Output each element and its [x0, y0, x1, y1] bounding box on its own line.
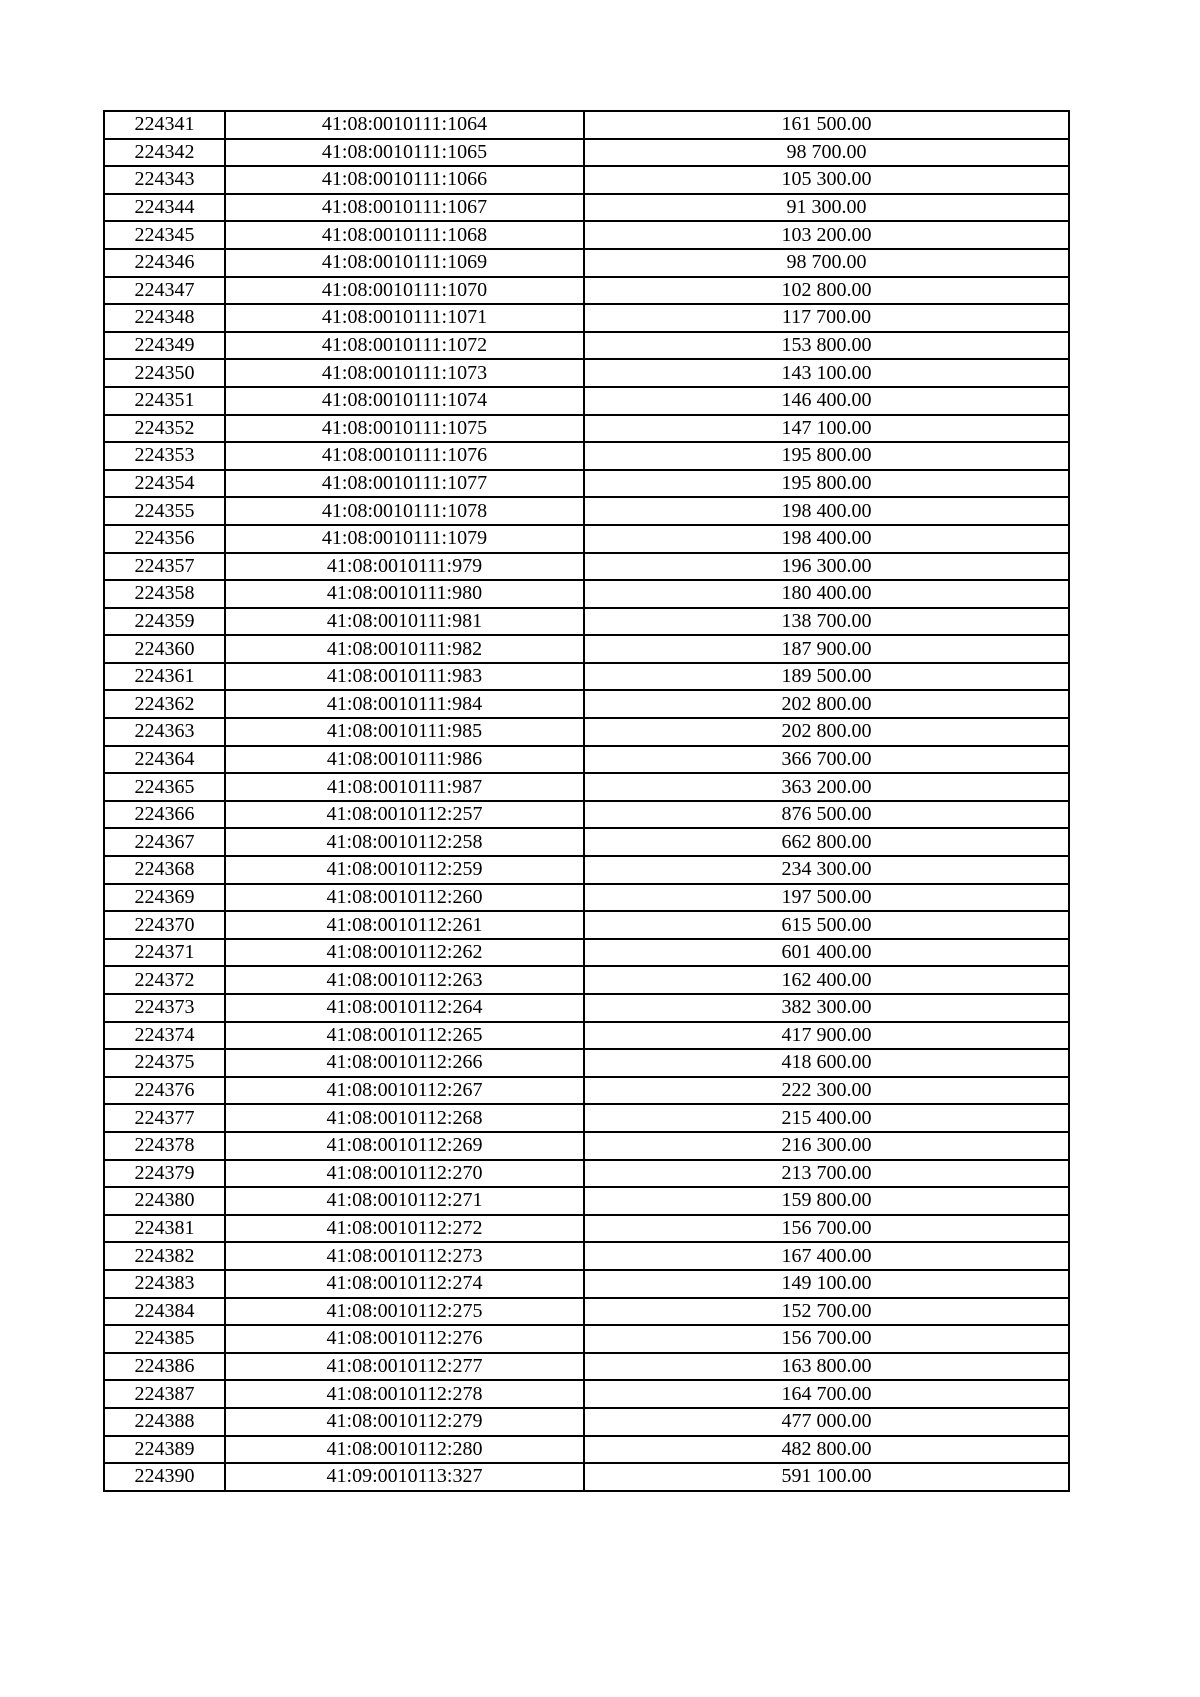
table-row: [104, 718, 1069, 746]
table-row: [104, 1463, 1069, 1491]
table-row: [104, 828, 1069, 856]
table-row: [104, 608, 1069, 636]
row-number-cell: 224384: [104, 1298, 225, 1326]
value-cell: 105 300.00: [584, 166, 1069, 194]
table-row: [104, 332, 1069, 360]
cadastral-number-cell: 41:08:0010111:986: [225, 746, 584, 774]
table-row: [104, 525, 1069, 553]
cadastral-number-cell: 41:08:0010112:273: [225, 1242, 584, 1270]
table-body: [104, 111, 1069, 1491]
table-row: [104, 194, 1069, 222]
value-cell: 180 400.00: [584, 580, 1069, 608]
row-number-cell: 224387: [104, 1380, 225, 1408]
value-cell: 102 800.00: [584, 277, 1069, 305]
cadastral-number-cell: 41:08:0010112:268: [225, 1104, 584, 1132]
row-number-cell: 224366: [104, 801, 225, 829]
cadastral-number-cell: 41:08:0010111:987: [225, 773, 584, 801]
cadastral-number-cell: 41:08:0010111:1068: [225, 221, 584, 249]
row-number-cell: 224370: [104, 911, 225, 939]
cadastral-number-cell: 41:08:0010111:985: [225, 718, 584, 746]
table-row: [104, 1380, 1069, 1408]
table-row: [104, 1077, 1069, 1105]
table-row: [104, 1160, 1069, 1188]
table-row: [104, 635, 1069, 663]
row-number-cell: 224345: [104, 221, 225, 249]
row-number-cell: 224342: [104, 139, 225, 167]
table-row: [104, 470, 1069, 498]
value-cell: 161 500.00: [584, 111, 1069, 139]
row-number-cell: 224365: [104, 773, 225, 801]
cadastral-number-cell: 41:08:0010112:278: [225, 1380, 584, 1408]
cadastral-value-table: [103, 110, 1070, 1492]
table-row: [104, 663, 1069, 691]
table-row: [104, 966, 1069, 994]
value-cell: 216 300.00: [584, 1132, 1069, 1160]
table-row: [104, 277, 1069, 305]
cadastral-number-cell: 41:08:0010112:260: [225, 884, 584, 912]
row-number-cell: 224351: [104, 387, 225, 415]
cadastral-number-cell: 41:08:0010111:1065: [225, 139, 584, 167]
value-cell: 117 700.00: [584, 304, 1069, 332]
value-cell: 146 400.00: [584, 387, 1069, 415]
value-cell: 213 700.00: [584, 1160, 1069, 1188]
row-number-cell: 224349: [104, 332, 225, 360]
cadastral-number-cell: 41:08:0010111:1070: [225, 277, 584, 305]
row-number-cell: 224375: [104, 1049, 225, 1077]
row-number-cell: 224380: [104, 1187, 225, 1215]
value-cell: 601 400.00: [584, 939, 1069, 967]
table-row: [104, 1022, 1069, 1050]
table-row: [104, 1408, 1069, 1436]
row-number-cell: 224381: [104, 1215, 225, 1243]
cadastral-number-cell: 41:08:0010111:1073: [225, 359, 584, 387]
row-number-cell: 224379: [104, 1160, 225, 1188]
row-number-cell: 224358: [104, 580, 225, 608]
table-row: [104, 1187, 1069, 1215]
value-cell: 215 400.00: [584, 1104, 1069, 1132]
value-cell: 167 400.00: [584, 1242, 1069, 1270]
row-number-cell: 224372: [104, 966, 225, 994]
row-number-cell: 224364: [104, 746, 225, 774]
value-cell: 189 500.00: [584, 663, 1069, 691]
table-row: [104, 553, 1069, 581]
cadastral-number-cell: 41:08:0010111:982: [225, 635, 584, 663]
row-number-cell: 224348: [104, 304, 225, 332]
table-row: [104, 304, 1069, 332]
table-row: [104, 1270, 1069, 1298]
value-cell: 222 300.00: [584, 1077, 1069, 1105]
row-number-cell: 224355: [104, 497, 225, 525]
row-number-cell: 224356: [104, 525, 225, 553]
table-row: [104, 139, 1069, 167]
value-cell: 138 700.00: [584, 608, 1069, 636]
value-cell: 418 600.00: [584, 1049, 1069, 1077]
table-row: [104, 1215, 1069, 1243]
table-row: [104, 690, 1069, 718]
table-row: [104, 746, 1069, 774]
row-number-cell: 224341: [104, 111, 225, 139]
table-row: [104, 166, 1069, 194]
value-cell: 202 800.00: [584, 718, 1069, 746]
row-number-cell: 224382: [104, 1242, 225, 1270]
cadastral-number-cell: 41:08:0010112:263: [225, 966, 584, 994]
cadastral-number-cell: 41:08:0010112:262: [225, 939, 584, 967]
table-row: [104, 415, 1069, 443]
value-cell: 153 800.00: [584, 332, 1069, 360]
cadastral-number-cell: 41:08:0010112:274: [225, 1270, 584, 1298]
cadastral-number-cell: 41:08:0010112:275: [225, 1298, 584, 1326]
table-row: [104, 994, 1069, 1022]
row-number-cell: 224389: [104, 1436, 225, 1464]
value-cell: 162 400.00: [584, 966, 1069, 994]
table-row: [104, 111, 1069, 139]
row-number-cell: 224383: [104, 1270, 225, 1298]
cadastral-number-cell: 41:08:0010111:983: [225, 663, 584, 691]
cadastral-number-cell: 41:08:0010111:1074: [225, 387, 584, 415]
table-row: [104, 359, 1069, 387]
value-cell: 163 800.00: [584, 1353, 1069, 1381]
value-cell: 147 100.00: [584, 415, 1069, 443]
table-row: [104, 911, 1069, 939]
value-cell: 198 400.00: [584, 525, 1069, 553]
row-number-cell: 224363: [104, 718, 225, 746]
value-cell: 382 300.00: [584, 994, 1069, 1022]
row-number-cell: 224343: [104, 166, 225, 194]
cadastral-number-cell: 41:08:0010111:979: [225, 553, 584, 581]
value-cell: 156 700.00: [584, 1215, 1069, 1243]
value-cell: 98 700.00: [584, 139, 1069, 167]
row-number-cell: 224360: [104, 635, 225, 663]
table-row: [104, 1353, 1069, 1381]
value-cell: 417 900.00: [584, 1022, 1069, 1050]
table-row: [104, 580, 1069, 608]
cadastral-number-cell: 41:08:0010112:264: [225, 994, 584, 1022]
cadastral-number-cell: 41:08:0010111:1071: [225, 304, 584, 332]
row-number-cell: 224357: [104, 553, 225, 581]
row-number-cell: 224361: [104, 663, 225, 691]
value-cell: 164 700.00: [584, 1380, 1069, 1408]
cadastral-number-cell: 41:08:0010111:1069: [225, 249, 584, 277]
table-row: [104, 249, 1069, 277]
row-number-cell: 224367: [104, 828, 225, 856]
cadastral-number-cell: 41:08:0010112:265: [225, 1022, 584, 1050]
cadastral-number-cell: 41:08:0010111:984: [225, 690, 584, 718]
row-number-cell: 224347: [104, 277, 225, 305]
cadastral-number-cell: 41:08:0010112:259: [225, 856, 584, 884]
cadastral-number-cell: 41:08:0010112:269: [225, 1132, 584, 1160]
table-row: [104, 1049, 1069, 1077]
value-cell: 615 500.00: [584, 911, 1069, 939]
cadastral-number-cell: 41:08:0010112:280: [225, 1436, 584, 1464]
row-number-cell: 224378: [104, 1132, 225, 1160]
table-row: [104, 387, 1069, 415]
value-cell: 159 800.00: [584, 1187, 1069, 1215]
cadastral-number-cell: 41:08:0010112:271: [225, 1187, 584, 1215]
value-cell: 149 100.00: [584, 1270, 1069, 1298]
value-cell: 198 400.00: [584, 497, 1069, 525]
row-number-cell: 224390: [104, 1463, 225, 1491]
row-number-cell: 224368: [104, 856, 225, 884]
value-cell: 363 200.00: [584, 773, 1069, 801]
table-row: [104, 1132, 1069, 1160]
value-cell: 197 500.00: [584, 884, 1069, 912]
cadastral-number-cell: 41:08:0010111:1066: [225, 166, 584, 194]
cadastral-number-cell: 41:09:0010113:327: [225, 1463, 584, 1491]
value-cell: 103 200.00: [584, 221, 1069, 249]
row-number-cell: 224371: [104, 939, 225, 967]
row-number-cell: 224354: [104, 470, 225, 498]
row-number-cell: 224385: [104, 1325, 225, 1353]
value-cell: 662 800.00: [584, 828, 1069, 856]
row-number-cell: 224350: [104, 359, 225, 387]
table-row: [104, 884, 1069, 912]
cadastral-number-cell: 41:08:0010111:1079: [225, 525, 584, 553]
value-cell: 143 100.00: [584, 359, 1069, 387]
row-number-cell: 224359: [104, 608, 225, 636]
row-number-cell: 224377: [104, 1104, 225, 1132]
value-cell: 152 700.00: [584, 1298, 1069, 1326]
value-cell: 91 300.00: [584, 194, 1069, 222]
row-number-cell: 224346: [104, 249, 225, 277]
value-cell: 156 700.00: [584, 1325, 1069, 1353]
table-row: [104, 939, 1069, 967]
cadastral-number-cell: 41:08:0010112:261: [225, 911, 584, 939]
table-row: [104, 1242, 1069, 1270]
row-number-cell: 224388: [104, 1408, 225, 1436]
cadastral-number-cell: 41:08:0010111:1072: [225, 332, 584, 360]
cadastral-number-cell: 41:08:0010112:270: [225, 1160, 584, 1188]
cadastral-number-cell: 41:08:0010111:1067: [225, 194, 584, 222]
row-number-cell: 224344: [104, 194, 225, 222]
cadastral-number-cell: 41:08:0010111:1077: [225, 470, 584, 498]
value-cell: 202 800.00: [584, 690, 1069, 718]
cadastral-number-cell: 41:08:0010111:1064: [225, 111, 584, 139]
table-row: [104, 801, 1069, 829]
cadastral-number-cell: 41:08:0010111:1075: [225, 415, 584, 443]
table-row: [104, 1298, 1069, 1326]
cadastral-number-cell: 41:08:0010112:279: [225, 1408, 584, 1436]
cadastral-number-cell: 41:08:0010112:267: [225, 1077, 584, 1105]
value-cell: 187 900.00: [584, 635, 1069, 663]
row-number-cell: 224374: [104, 1022, 225, 1050]
value-cell: 591 100.00: [584, 1463, 1069, 1491]
value-cell: 195 800.00: [584, 442, 1069, 470]
value-cell: 98 700.00: [584, 249, 1069, 277]
table-row: [104, 442, 1069, 470]
table-row: [104, 773, 1069, 801]
table-row: [104, 1104, 1069, 1132]
row-number-cell: 224362: [104, 690, 225, 718]
cadastral-number-cell: 41:08:0010111:1076: [225, 442, 584, 470]
value-cell: 482 800.00: [584, 1436, 1069, 1464]
cadastral-number-cell: 41:08:0010111:1078: [225, 497, 584, 525]
cadastral-number-cell: 41:08:0010112:266: [225, 1049, 584, 1077]
table-row: [104, 497, 1069, 525]
table-row: [104, 221, 1069, 249]
row-number-cell: 224352: [104, 415, 225, 443]
cadastral-number-cell: 41:08:0010111:980: [225, 580, 584, 608]
value-cell: 196 300.00: [584, 553, 1069, 581]
row-number-cell: 224386: [104, 1353, 225, 1381]
cadastral-number-cell: 41:08:0010112:272: [225, 1215, 584, 1243]
value-cell: 195 800.00: [584, 470, 1069, 498]
value-cell: 366 700.00: [584, 746, 1069, 774]
cadastral-number-cell: 41:08:0010112:277: [225, 1353, 584, 1381]
value-cell: 477 000.00: [584, 1408, 1069, 1436]
cadastral-number-cell: 41:08:0010112:276: [225, 1325, 584, 1353]
value-cell: 234 300.00: [584, 856, 1069, 884]
cadastral-number-cell: 41:08:0010111:981: [225, 608, 584, 636]
row-number-cell: 224353: [104, 442, 225, 470]
table-row: [104, 1325, 1069, 1353]
row-number-cell: 224373: [104, 994, 225, 1022]
value-cell: 876 500.00: [584, 801, 1069, 829]
cadastral-number-cell: 41:08:0010112:258: [225, 828, 584, 856]
row-number-cell: 224369: [104, 884, 225, 912]
row-number-cell: 224376: [104, 1077, 225, 1105]
table-row: [104, 856, 1069, 884]
cadastral-number-cell: 41:08:0010112:257: [225, 801, 584, 829]
table-row: [104, 1436, 1069, 1464]
